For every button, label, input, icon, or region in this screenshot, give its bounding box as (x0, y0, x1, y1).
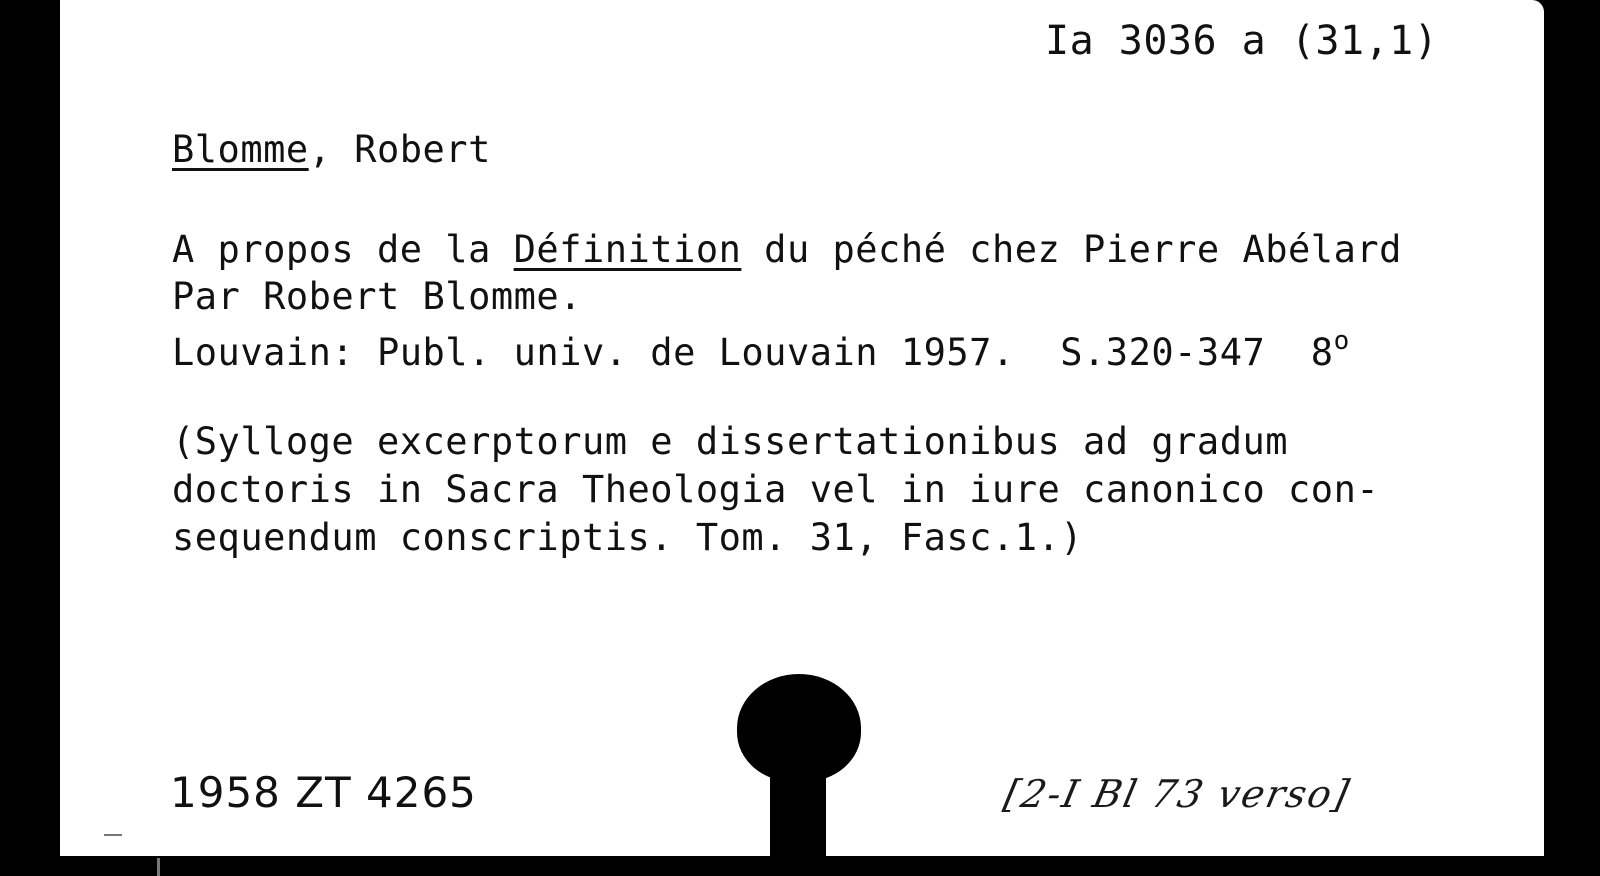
author-surname: Blomme (172, 128, 309, 171)
author-given-name: , Robert (308, 128, 491, 171)
scan-mark (104, 834, 122, 836)
imprint-text: Louvain: Publ. univ. de Louvain 1957. S.320-347 8 (172, 331, 1334, 374)
author-heading (172, 128, 491, 171)
title-suffix: du péché chez Pierre Abélard (741, 228, 1402, 271)
statement-of-responsibility: Par Robert Blomme. (172, 275, 582, 318)
series-line-3: sequendum conscriptis. Tom. 31, Fasc.1.) (172, 516, 1084, 559)
format-degree-mark: o (1333, 326, 1350, 356)
scan-border-bottom (0, 856, 1600, 876)
handwritten-note: [2-I Bl 73 verso] (1000, 772, 1355, 816)
title-keyword: Définition (513, 228, 742, 271)
series-line-1: (Sylloge excerptorum e dissertationibus ad gradum (172, 420, 1289, 463)
imprint-line (172, 326, 1350, 374)
accession-number: 1958 ZT 4265 (170, 768, 477, 817)
title-line (172, 228, 1402, 271)
call-number: Ia 3036 a (31,1) (1045, 18, 1439, 64)
scan-mark (157, 858, 160, 876)
title-prefix: A propos de la (172, 228, 514, 271)
series-line-2: doctoris in Sacra Theologia vel in iure canonico con- (172, 468, 1380, 511)
